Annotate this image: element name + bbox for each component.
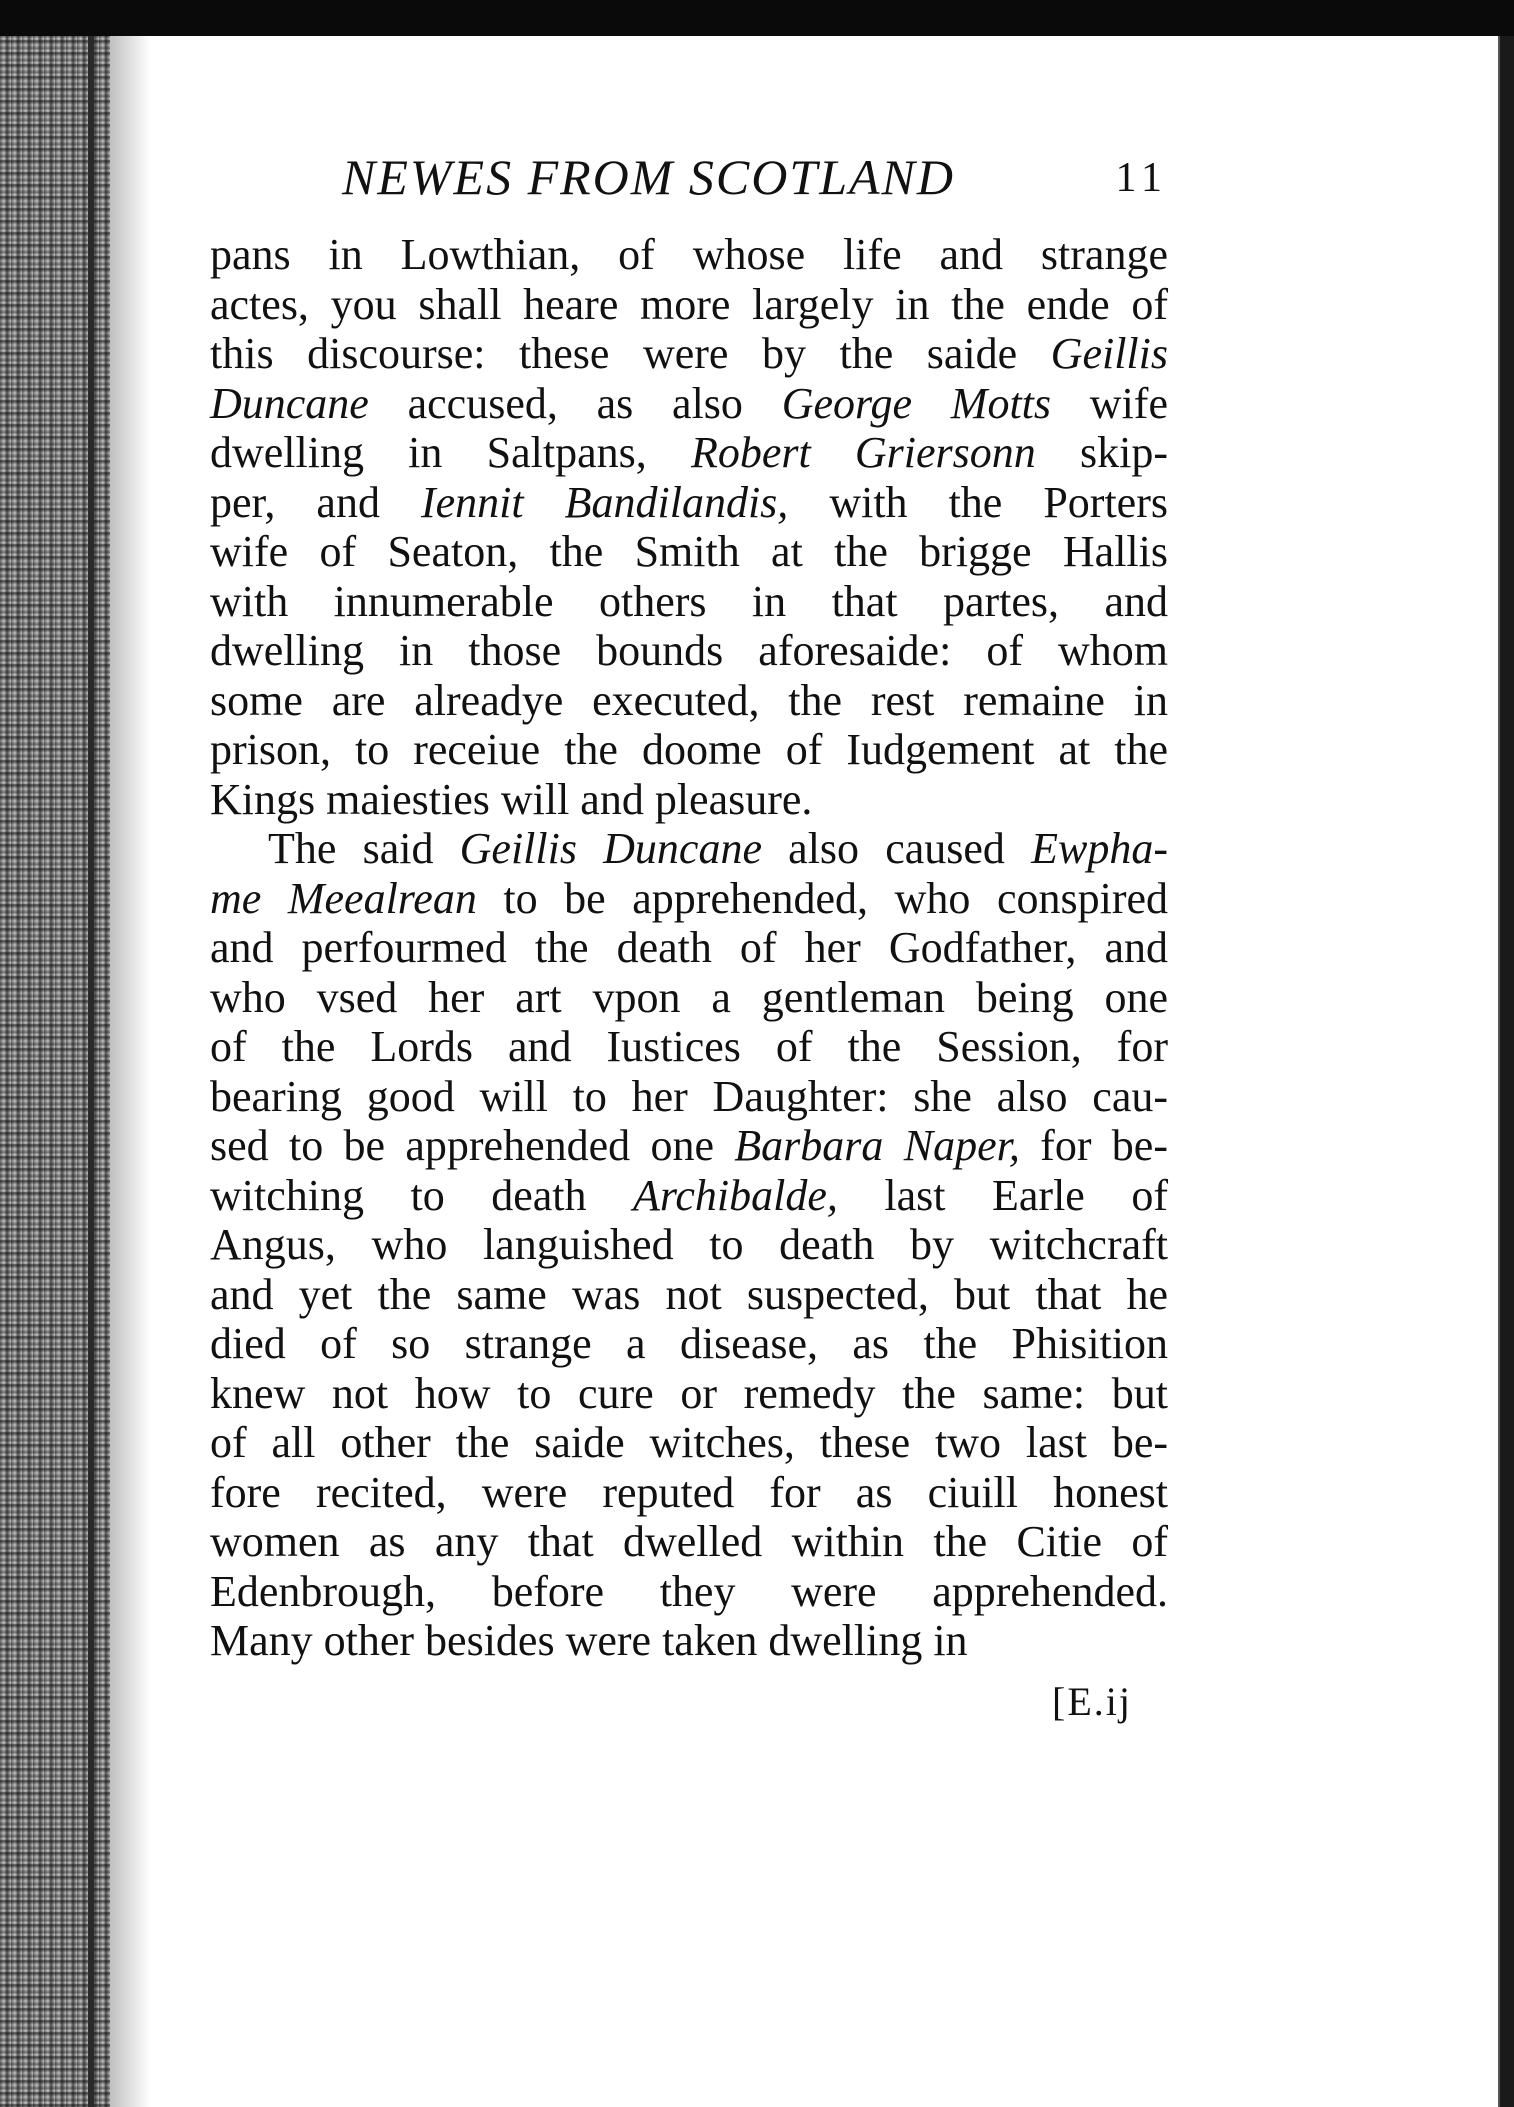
text-line xyxy=(210,478,1168,528)
text-line xyxy=(210,626,1168,676)
text-line xyxy=(210,1369,1168,1419)
text-run: skip- xyxy=(1035,428,1169,477)
text-run: sed to be apprehended one xyxy=(210,1121,735,1170)
text-line xyxy=(210,1022,1168,1072)
text-run: The said xyxy=(268,824,460,873)
text-line xyxy=(210,527,1168,577)
text-line xyxy=(210,1517,1168,1567)
text-line xyxy=(210,1468,1168,1518)
text-line xyxy=(210,329,1168,379)
text-run: of all other the saide witches, these two last be- xyxy=(210,1418,1168,1467)
text-run: last Earle of xyxy=(837,1170,1168,1220)
text-run: women as any that dwelled within the Citie of xyxy=(210,1517,1168,1566)
running-head: NEWES FROM SCOTLAND xyxy=(342,149,955,205)
text-line xyxy=(210,1220,1168,1270)
text-line xyxy=(210,1072,1168,1122)
text-line xyxy=(210,1171,1168,1221)
text-line xyxy=(210,824,1168,874)
catchword: [E.ij xyxy=(1052,1679,1132,1724)
text-run: and perfourmed the death of her Godfather, and xyxy=(210,923,1168,972)
scan-border-right xyxy=(1500,36,1514,2107)
text-run: Edenbrough, before they were apprehended. xyxy=(210,1566,1168,1616)
text-line xyxy=(210,1567,1168,1617)
text-run: dwelling in Saltpans, xyxy=(210,428,691,477)
text-run: some are alreadye executed, the rest remaine in xyxy=(210,675,1168,725)
text-run: Many other besides were taken dwelling in xyxy=(210,1616,968,1665)
text-run: witching to death xyxy=(210,1170,634,1220)
text-line xyxy=(210,1418,1168,1468)
text-line xyxy=(210,280,1168,330)
text-run: per, and xyxy=(210,477,421,527)
italic-name: Barbara Naper, xyxy=(734,1121,1020,1170)
text-line xyxy=(210,577,1168,627)
text-line xyxy=(210,775,1168,825)
gutter-shadow xyxy=(110,36,150,2107)
text-line xyxy=(210,874,1168,924)
text-line xyxy=(210,230,1168,280)
italic-name: Geillis xyxy=(1050,329,1168,378)
text-run: Kings maiesties will and pleasure. xyxy=(210,774,813,824)
text-run: for be- xyxy=(1019,1121,1168,1170)
page-header xyxy=(342,148,1168,208)
text-line xyxy=(210,1319,1168,1369)
text-run: dwelling in those bounds aforesaide: of whom xyxy=(210,626,1168,675)
italic-name: Robert Griersonn xyxy=(690,428,1036,477)
text-run: and yet the same was not suspected, but that he xyxy=(210,1269,1168,1319)
text-run: died of so strange a disease, as the Phisition xyxy=(210,1319,1168,1368)
text-line xyxy=(210,379,1168,429)
page-number: 11 xyxy=(1115,155,1168,201)
text-run: with the Porters xyxy=(788,477,1168,527)
gutter-edge xyxy=(88,36,94,2107)
text-line xyxy=(210,1121,1168,1171)
text-line xyxy=(210,973,1168,1023)
text-run: also caused xyxy=(761,824,1032,873)
text-line xyxy=(210,1270,1168,1320)
text-run: with innumerable others in that partes, and xyxy=(210,576,1168,626)
text-run: bearing good will to her Daughter: she also cau- xyxy=(210,1071,1168,1121)
italic-name: Ewpha- xyxy=(1031,824,1168,873)
text-run: who vsed her art vpon a gentleman being one xyxy=(210,972,1168,1022)
text-run: Angus, who languished to death by witchcraft xyxy=(210,1220,1168,1269)
text-run: actes, you shall heare more largely in the ende of xyxy=(210,279,1168,329)
italic-name: Iennit Bandilandis, xyxy=(420,477,789,527)
text-run: to be apprehended, who conspired xyxy=(476,873,1168,923)
text-run: wife of Seaton, the Smith at the brigge Hallis xyxy=(210,527,1168,576)
text-line xyxy=(210,428,1168,478)
text-run: pans in Lowthian, of whose life and strange xyxy=(210,230,1168,279)
text-line xyxy=(210,1616,1168,1666)
text-line xyxy=(210,676,1168,726)
text-run: accused, as also xyxy=(368,378,782,428)
italic-name: Archibalde, xyxy=(633,1170,838,1220)
text-run: of the Lords and Iustices of the Session, for xyxy=(210,1022,1168,1071)
text-run: prison, to receiue the doome of Iudgement at the xyxy=(210,725,1168,774)
text-run: wife xyxy=(1051,378,1168,428)
text-line xyxy=(210,923,1168,973)
text-line xyxy=(210,725,1168,775)
scan-border-top xyxy=(0,0,1514,36)
text-run: this discourse: these were by the saide xyxy=(210,329,1051,378)
text-run: fore recited, were reputed for as ciuill honest xyxy=(210,1467,1168,1517)
text-run: knew not how to cure or remedy the same: but xyxy=(210,1368,1168,1418)
body-text xyxy=(210,230,1168,1666)
italic-name: me Meealrean xyxy=(210,873,477,923)
italic-name: Geillis Duncane xyxy=(459,824,762,873)
italic-name: Duncane xyxy=(210,378,369,428)
italic-name: George Motts xyxy=(781,378,1052,428)
